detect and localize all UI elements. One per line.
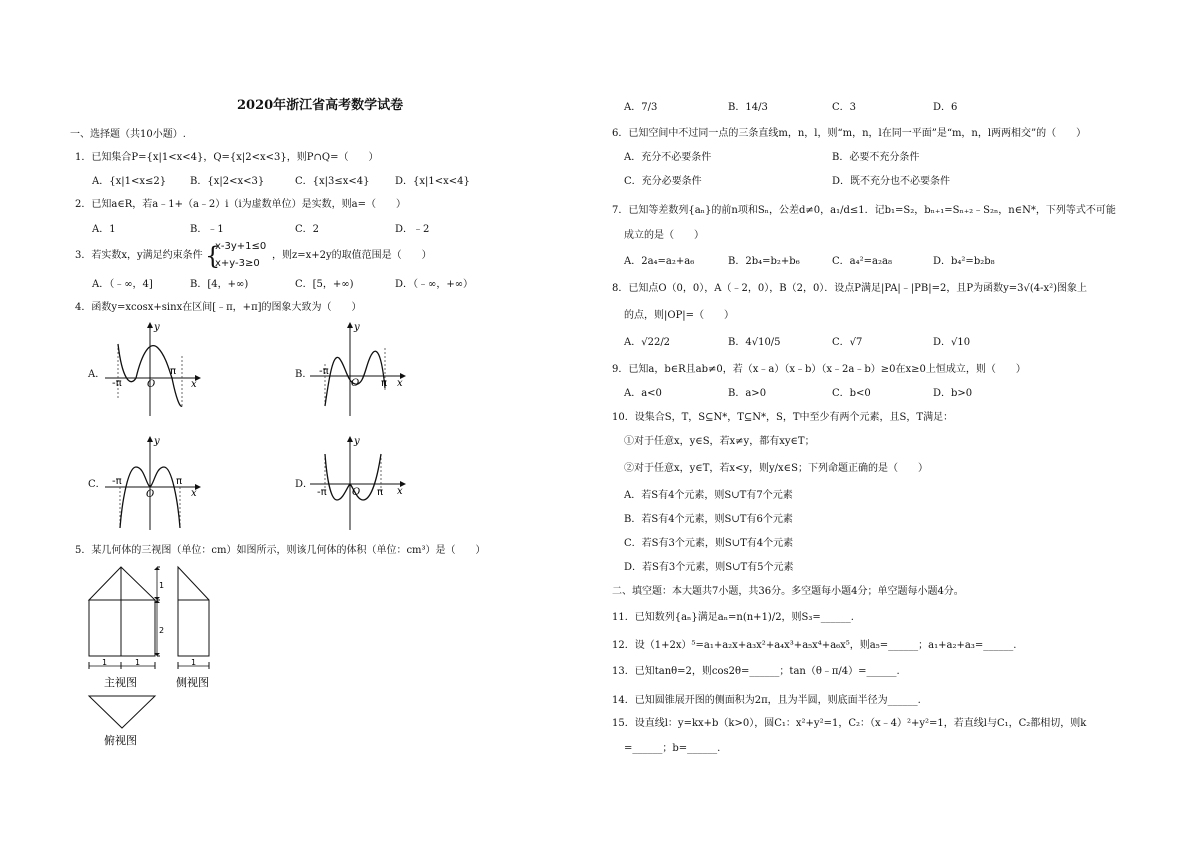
question-13: 13．已知tanθ=2，则cos2θ=______；tan（θ﹣π/4）=______. bbox=[612, 666, 900, 677]
option-a: A．1 bbox=[92, 224, 116, 235]
x-axis-label: x bbox=[191, 379, 197, 390]
question-1: 1．已知集合P={x|1<x<4}，Q={x|2<x<3}，则P∩Q=（ ） bbox=[75, 152, 379, 163]
option-d: D．既不充分也不必要条件 bbox=[832, 176, 951, 187]
option-b: B．4√10/5 bbox=[728, 337, 781, 348]
three-view-figure bbox=[80, 562, 225, 750]
origin-label: O bbox=[146, 489, 155, 500]
question-7-cont: 成立的是（ ） bbox=[624, 230, 704, 241]
option-b: B．a>0 bbox=[728, 388, 767, 399]
question-3-suffix: ，则z=x+2y的取值范围是（ ） bbox=[272, 250, 432, 261]
constraint-1: x-3y+1≤0 bbox=[215, 241, 267, 252]
option-c: C．充分必要条件 bbox=[624, 176, 702, 187]
pi-label: π bbox=[170, 366, 177, 377]
graph-c bbox=[100, 432, 210, 532]
option-d: D．b>0 bbox=[933, 388, 973, 399]
brace: { bbox=[205, 242, 221, 270]
option-a: A．7/3 bbox=[624, 102, 658, 113]
page-title: 2020年浙江省高考数学试卷 bbox=[237, 98, 404, 113]
question-12: 12．设（1+2x）⁵=a₁+a₂x+a₃x²+a₄x³+a₅x⁴+a₆x⁵，则a₅=______；a₁+a₂+a₃=______. bbox=[612, 640, 1017, 651]
y-axis-label: y bbox=[354, 322, 360, 333]
section-heading-fill: 二、填空题：本大题共7小题，共36分。多空题每小题4分；单空题每小题4分。 bbox=[612, 586, 964, 597]
y-axis-label: y bbox=[354, 436, 360, 447]
option-b: B．[4，+∞) bbox=[190, 279, 249, 290]
option-c: C． bbox=[88, 479, 106, 490]
graph-b bbox=[305, 318, 415, 418]
question-10: 10．设集合S，T，S⊆N*，T⊆N*，S，T中至少有两个元素，且S，T满足： bbox=[612, 412, 954, 423]
option-b: B．{x|2<x<3} bbox=[190, 176, 265, 187]
option-a: A．a<0 bbox=[624, 388, 662, 399]
option-d: D． bbox=[295, 479, 314, 490]
option-d: D．若S有3个元素，则S∪T有5个元素 bbox=[624, 562, 794, 573]
option-a: A．充分不必要条件 bbox=[624, 152, 712, 163]
question-7: 7．已知等差数列{aₙ}的前n项和Sₙ，公差d≠0，a₁/d≤1．记b₁=S₂，bₙ₊₁=Sₙ₊₂﹣S₂ₙ，n∈N*，下列等式不可能 bbox=[612, 205, 1116, 216]
option-c: C．{x|3≤x<4} bbox=[295, 176, 370, 187]
option-b: B．必要不充分条件 bbox=[832, 152, 920, 163]
dimension-label: 1 bbox=[102, 658, 108, 667]
condition-2: ②对于任意x，y∈T，若x<y，则y/x∈S；下列命题正确的是（ ） bbox=[624, 463, 928, 474]
option-d: D．{x|1<x<4} bbox=[395, 176, 470, 187]
neg-pi-label: -π bbox=[112, 476, 122, 487]
dimension-label: 1 bbox=[159, 581, 165, 590]
option-c: C．[5，+∞) bbox=[295, 279, 354, 290]
option-d: D．6 bbox=[933, 102, 958, 113]
x-axis-label: x bbox=[397, 486, 403, 497]
option-a: A．若S有4个元素，则S∪T有7个元素 bbox=[624, 490, 793, 501]
question-2: 2．已知a∈R，若a﹣1+（a﹣2）i（i为虚数单位）是实数，则a=（ ） bbox=[75, 199, 407, 210]
front-view-caption: 主视图 bbox=[104, 676, 137, 689]
option-d: D．√10 bbox=[933, 337, 971, 348]
option-b: B．﹣1 bbox=[190, 224, 224, 235]
top-view-caption: 俯视图 bbox=[104, 734, 137, 747]
option-b: B．若S有4个元素，则S∪T有6个元素 bbox=[624, 514, 793, 525]
dimension-label: 1 bbox=[191, 658, 197, 667]
pi-label: π bbox=[377, 487, 384, 498]
question-11: 11．已知数列{aₙ}满足aₙ=n(n+1)/2，则S₃=______. bbox=[612, 612, 854, 623]
origin-label: O bbox=[351, 378, 360, 389]
option-a: A．（﹣∞，4] bbox=[92, 279, 153, 290]
option-c: C．√7 bbox=[832, 337, 863, 348]
question-9: 9．已知a，b∈R且ab≠0，若（x﹣a）（x﹣b）（x﹣2a﹣b）≥0在x≥0上恒成立，则（ ） bbox=[612, 364, 1026, 375]
question-8: 8．已知点O（0，0），A（﹣2，0），B（2，0）．设点P满足|PA|﹣|PB|=2，且P为函数y=3√(4-x²)图象上 bbox=[612, 283, 1088, 294]
neg-pi-label: -π bbox=[317, 487, 327, 498]
constraint-2: x+y-3≥0 bbox=[215, 258, 260, 269]
question-8-cont: 的点，则|OP|=（ ） bbox=[624, 310, 735, 321]
question-6: 6．已知空间中不过同一点的三条直线m，n，l，则“m，n，l在同一平面”是“m，n，l两两相交”的（ ） bbox=[612, 128, 1087, 139]
origin-label: O bbox=[147, 379, 156, 390]
question-14: 14．已知圆锥展开图的侧面积为2π，且为半圆，则底面半径为______. bbox=[612, 695, 921, 706]
option-c: C．若S有3个元素，则S∪T有4个元素 bbox=[624, 538, 794, 549]
neg-pi-label: -π bbox=[112, 378, 122, 389]
pi-label: π bbox=[381, 378, 388, 389]
option-c: C．2 bbox=[295, 224, 320, 235]
option-c: C．a₄²=a₂a₈ bbox=[832, 256, 892, 267]
neg-pi-label: -π bbox=[319, 366, 329, 377]
dimension-label: 1 bbox=[135, 658, 141, 667]
question-4: 4．函数y=xcosx+sinx在区间[﹣π，+π]的图象大致为（ ） bbox=[75, 302, 362, 313]
graph-d bbox=[305, 432, 415, 532]
option-a: A．√22/2 bbox=[624, 337, 671, 348]
side-view-caption: 侧视图 bbox=[176, 676, 209, 689]
origin-label: O bbox=[352, 487, 361, 498]
option-c: C．b<0 bbox=[832, 388, 871, 399]
graph-a bbox=[100, 318, 210, 418]
pi-label: π bbox=[176, 476, 183, 487]
condition-1: ①对于任意x，y∈S，若x≠y，都有xy∈T； bbox=[624, 436, 815, 447]
option-d: D．b₄²=b₂b₈ bbox=[933, 256, 995, 267]
x-axis-label: x bbox=[397, 378, 403, 389]
option-a: A．2a₄=a₂+a₆ bbox=[624, 256, 695, 267]
option-d: D．﹣2 bbox=[395, 224, 430, 235]
dimension-label: 2 bbox=[159, 626, 165, 635]
y-axis-label: y bbox=[154, 436, 160, 447]
option-b: B．14/3 bbox=[728, 102, 768, 113]
option-b: B．2b₄=b₂+b₆ bbox=[728, 256, 800, 267]
option-a: A． bbox=[88, 369, 106, 380]
option-c: C．3 bbox=[832, 102, 857, 113]
y-axis-label: y bbox=[154, 322, 160, 333]
option-d: D．（﹣∞，+∞） bbox=[395, 279, 474, 290]
option-a: A．{x|1<x≤2} bbox=[92, 176, 167, 187]
question-3-prefix: 3．若实数x，y满足约束条件 bbox=[75, 250, 203, 261]
section-heading-choice: 一、选择题（共10小题）. bbox=[70, 129, 186, 140]
option-b: B． bbox=[295, 369, 313, 380]
question-5: 5．某几何体的三视图（单位：cm）如图所示，则该几何体的体积（单位：cm³）是（ ） bbox=[75, 545, 486, 556]
question-15-cont: =______；b=______. bbox=[624, 743, 721, 754]
x-axis-label: x bbox=[191, 488, 197, 499]
question-15: 15．设直线l：y=kx+b（k>0），圆C₁：x²+y²=1，C₂：（x﹣4）²+y²=1，若直线l与C₁，C₂都相切，则k bbox=[612, 718, 1087, 729]
